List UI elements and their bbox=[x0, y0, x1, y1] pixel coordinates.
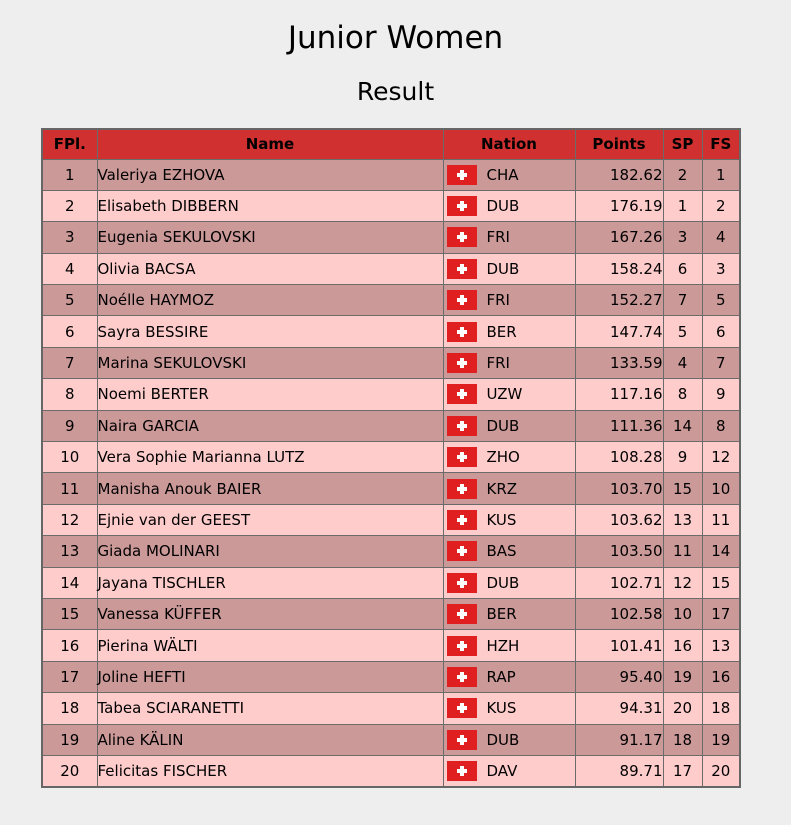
rank-cell: 15 bbox=[42, 598, 97, 629]
name-cell: Joline HEFTI bbox=[97, 661, 443, 692]
nation-cell bbox=[443, 661, 575, 692]
sp-cell: 16 bbox=[663, 630, 702, 661]
table-row bbox=[42, 536, 740, 567]
sp-cell: 8 bbox=[663, 379, 702, 410]
fs-cell: 16 bbox=[702, 661, 740, 692]
points-cell: 103.70 bbox=[575, 473, 663, 504]
fs-cell: 12 bbox=[702, 442, 740, 473]
nation-code: HZH bbox=[486, 636, 520, 655]
sp-cell: 19 bbox=[663, 661, 702, 692]
swiss-flag-icon bbox=[447, 510, 477, 530]
table-row bbox=[42, 316, 740, 347]
swiss-flag-icon bbox=[447, 604, 477, 624]
sp-cell: 1 bbox=[663, 190, 702, 221]
rank-cell: 2 bbox=[42, 190, 97, 221]
name-cell: Noemi BERTER bbox=[97, 379, 443, 410]
points-cell: 158.24 bbox=[575, 253, 663, 284]
nation-cell bbox=[443, 504, 575, 535]
points-cell: 111.36 bbox=[575, 410, 663, 441]
sp-cell: 13 bbox=[663, 504, 702, 535]
fs-cell: 11 bbox=[702, 504, 740, 535]
table-row bbox=[42, 222, 740, 253]
fs-cell: 9 bbox=[702, 379, 740, 410]
fs-cell: 15 bbox=[702, 567, 740, 598]
rank-cell: 7 bbox=[42, 347, 97, 378]
swiss-flag-icon bbox=[447, 698, 477, 718]
table-row bbox=[42, 379, 740, 410]
nation-cell bbox=[443, 347, 575, 378]
sp-cell: 6 bbox=[663, 253, 702, 284]
swiss-flag-icon bbox=[447, 416, 477, 436]
points-cell: 94.31 bbox=[575, 693, 663, 724]
points-cell: 147.74 bbox=[575, 316, 663, 347]
name-cell: Marina SEKULOVSKI bbox=[97, 347, 443, 378]
sp-cell: 18 bbox=[663, 724, 702, 755]
nation-code: BAS bbox=[486, 542, 517, 561]
fs-cell: 6 bbox=[702, 316, 740, 347]
name-cell: Olivia BACSA bbox=[97, 253, 443, 284]
nation-cell bbox=[443, 253, 575, 284]
points-cell: 176.19 bbox=[575, 190, 663, 221]
nation-cell bbox=[443, 630, 575, 661]
nation-code: DUB bbox=[486, 416, 520, 435]
table-row bbox=[42, 693, 740, 724]
nation-code: KRZ bbox=[486, 479, 518, 498]
header-row bbox=[42, 129, 740, 159]
swiss-flag-icon bbox=[447, 353, 477, 373]
points-cell: 133.59 bbox=[575, 347, 663, 378]
rank-cell: 18 bbox=[42, 693, 97, 724]
name-cell: Vera Sophie Marianna LUTZ bbox=[97, 442, 443, 473]
nation-code: FRI bbox=[486, 228, 510, 247]
points-cell: 108.28 bbox=[575, 442, 663, 473]
fs-cell: 10 bbox=[702, 473, 740, 504]
rank-cell: 10 bbox=[42, 442, 97, 473]
name-cell: Naira GARCIA bbox=[97, 410, 443, 441]
nation-cell bbox=[443, 724, 575, 755]
rank-cell: 8 bbox=[42, 379, 97, 410]
sp-cell: 17 bbox=[663, 755, 702, 786]
points-cell: 101.41 bbox=[575, 630, 663, 661]
sp-cell: 14 bbox=[663, 410, 702, 441]
nation-code: FRI bbox=[486, 354, 510, 373]
sp-cell: 5 bbox=[663, 316, 702, 347]
nation-cell bbox=[443, 190, 575, 221]
nation-cell bbox=[443, 536, 575, 567]
swiss-flag-icon bbox=[447, 761, 477, 781]
rank-cell: 6 bbox=[42, 316, 97, 347]
swiss-flag-icon bbox=[447, 384, 477, 404]
results-table-body bbox=[42, 159, 740, 787]
name-cell: Vanessa KÜFFER bbox=[97, 598, 443, 629]
nation-code: DUB bbox=[486, 197, 520, 216]
nation-cell bbox=[443, 693, 575, 724]
page-title: Junior Women bbox=[287, 20, 504, 56]
name-cell: Ejnie van der GEEST bbox=[97, 504, 443, 535]
swiss-flag-icon bbox=[447, 259, 477, 279]
swiss-flag-icon bbox=[447, 322, 477, 342]
points-cell: 95.40 bbox=[575, 661, 663, 692]
nation-code: ZHO bbox=[486, 448, 520, 467]
fs-cell: 19 bbox=[702, 724, 740, 755]
name-cell: Eugenia SEKULOVSKI bbox=[97, 222, 443, 253]
table-row bbox=[42, 755, 740, 786]
name-cell: Pierina WÄLTI bbox=[97, 630, 443, 661]
sp-cell: 10 bbox=[663, 598, 702, 629]
rank-cell: 9 bbox=[42, 410, 97, 441]
rank-cell: 5 bbox=[42, 285, 97, 316]
nation-cell bbox=[443, 285, 575, 316]
sp-cell: 11 bbox=[663, 536, 702, 567]
results-table-header bbox=[42, 129, 740, 159]
nation-code: RAP bbox=[486, 667, 516, 686]
points-cell: 182.62 bbox=[575, 159, 663, 190]
swiss-flag-icon bbox=[447, 573, 477, 593]
swiss-flag-icon bbox=[447, 730, 477, 750]
fs-cell: 4 bbox=[702, 222, 740, 253]
name-cell: Aline KÄLIN bbox=[97, 724, 443, 755]
nation-code: KUS bbox=[486, 510, 517, 529]
table-row bbox=[42, 285, 740, 316]
rank-cell: 13 bbox=[42, 536, 97, 567]
nation-code: DUB bbox=[486, 730, 520, 749]
rank-cell: 11 bbox=[42, 473, 97, 504]
sp-cell: 9 bbox=[663, 442, 702, 473]
nation-code: DUB bbox=[486, 259, 520, 278]
header-sp: SP bbox=[663, 129, 702, 159]
table-row bbox=[42, 567, 740, 598]
swiss-flag-icon bbox=[447, 479, 477, 499]
name-cell: Noélle HAYMOZ bbox=[97, 285, 443, 316]
fs-cell: 20 bbox=[702, 755, 740, 786]
swiss-flag-icon bbox=[447, 196, 477, 216]
nation-cell bbox=[443, 755, 575, 786]
header-nation: Nation bbox=[443, 129, 575, 159]
swiss-flag-icon bbox=[447, 165, 477, 185]
nation-cell bbox=[443, 442, 575, 473]
table-row bbox=[42, 724, 740, 755]
name-cell: Manisha Anouk BAIER bbox=[97, 473, 443, 504]
nation-cell bbox=[443, 473, 575, 504]
rank-cell: 12 bbox=[42, 504, 97, 535]
points-cell: 91.17 bbox=[575, 724, 663, 755]
sp-cell: 20 bbox=[663, 693, 702, 724]
table-row bbox=[42, 190, 740, 221]
points-cell: 117.16 bbox=[575, 379, 663, 410]
name-cell: Sayra BESSIRE bbox=[97, 316, 443, 347]
fs-cell: 14 bbox=[702, 536, 740, 567]
header-rank: FPl. bbox=[42, 129, 97, 159]
sp-cell: 3 bbox=[663, 222, 702, 253]
points-cell: 102.58 bbox=[575, 598, 663, 629]
name-cell: Tabea SCIARANETTI bbox=[97, 693, 443, 724]
table-row bbox=[42, 159, 740, 190]
swiss-flag-icon bbox=[447, 227, 477, 247]
rank-cell: 1 bbox=[42, 159, 97, 190]
rank-cell: 3 bbox=[42, 222, 97, 253]
table-row bbox=[42, 442, 740, 473]
points-cell: 102.71 bbox=[575, 567, 663, 598]
table-row bbox=[42, 410, 740, 441]
sp-cell: 2 bbox=[663, 159, 702, 190]
points-cell: 152.27 bbox=[575, 285, 663, 316]
nation-cell bbox=[443, 598, 575, 629]
results-table bbox=[41, 128, 741, 788]
nation-code: DAV bbox=[486, 761, 518, 780]
table-row bbox=[42, 347, 740, 378]
nation-cell bbox=[443, 159, 575, 190]
swiss-flag-icon bbox=[447, 541, 477, 561]
nation-code: BER bbox=[486, 605, 517, 624]
rank-cell: 17 bbox=[42, 661, 97, 692]
header-name: Name bbox=[97, 129, 443, 159]
rank-cell: 20 bbox=[42, 755, 97, 786]
swiss-flag-icon bbox=[447, 636, 477, 656]
table-row bbox=[42, 504, 740, 535]
nation-code: UZW bbox=[486, 385, 523, 404]
table-row bbox=[42, 253, 740, 284]
points-cell: 103.62 bbox=[575, 504, 663, 535]
table-row bbox=[42, 630, 740, 661]
table-row bbox=[42, 598, 740, 629]
fs-cell: 18 bbox=[702, 693, 740, 724]
points-cell: 89.71 bbox=[575, 755, 663, 786]
table-row bbox=[42, 473, 740, 504]
page-subtitle: Result bbox=[356, 77, 435, 106]
nation-code: DUB bbox=[486, 573, 520, 592]
name-cell: Giada MOLINARI bbox=[97, 536, 443, 567]
rank-cell: 14 bbox=[42, 567, 97, 598]
fs-cell: 5 bbox=[702, 285, 740, 316]
fs-cell: 8 bbox=[702, 410, 740, 441]
header-fs: FS bbox=[702, 129, 740, 159]
name-cell: Elisabeth DIBBERN bbox=[97, 190, 443, 221]
points-cell: 167.26 bbox=[575, 222, 663, 253]
fs-cell: 13 bbox=[702, 630, 740, 661]
sp-cell: 15 bbox=[663, 473, 702, 504]
rank-cell: 16 bbox=[42, 630, 97, 661]
nation-code: BER bbox=[486, 322, 517, 341]
name-cell: Valeriya EZHOVA bbox=[97, 159, 443, 190]
swiss-flag-icon bbox=[447, 667, 477, 687]
fs-cell: 1 bbox=[702, 159, 740, 190]
fs-cell: 17 bbox=[702, 598, 740, 629]
nation-code: FRI bbox=[486, 291, 510, 310]
nation-cell bbox=[443, 410, 575, 441]
table-row bbox=[42, 661, 740, 692]
sp-cell: 12 bbox=[663, 567, 702, 598]
fs-cell: 2 bbox=[702, 190, 740, 221]
sp-cell: 4 bbox=[663, 347, 702, 378]
nation-cell bbox=[443, 567, 575, 598]
points-cell: 103.50 bbox=[575, 536, 663, 567]
nation-code: CHA bbox=[486, 165, 519, 184]
name-cell: Felicitas FISCHER bbox=[97, 755, 443, 786]
fs-cell: 7 bbox=[702, 347, 740, 378]
swiss-flag-icon bbox=[447, 290, 477, 310]
rank-cell: 4 bbox=[42, 253, 97, 284]
nation-cell bbox=[443, 222, 575, 253]
nation-code: KUS bbox=[486, 699, 517, 718]
sp-cell: 7 bbox=[663, 285, 702, 316]
header-points: Points bbox=[575, 129, 663, 159]
name-cell: Jayana TISCHLER bbox=[97, 567, 443, 598]
fs-cell: 3 bbox=[702, 253, 740, 284]
swiss-flag-icon bbox=[447, 447, 477, 467]
rank-cell: 19 bbox=[42, 724, 97, 755]
nation-cell bbox=[443, 379, 575, 410]
nation-cell bbox=[443, 316, 575, 347]
